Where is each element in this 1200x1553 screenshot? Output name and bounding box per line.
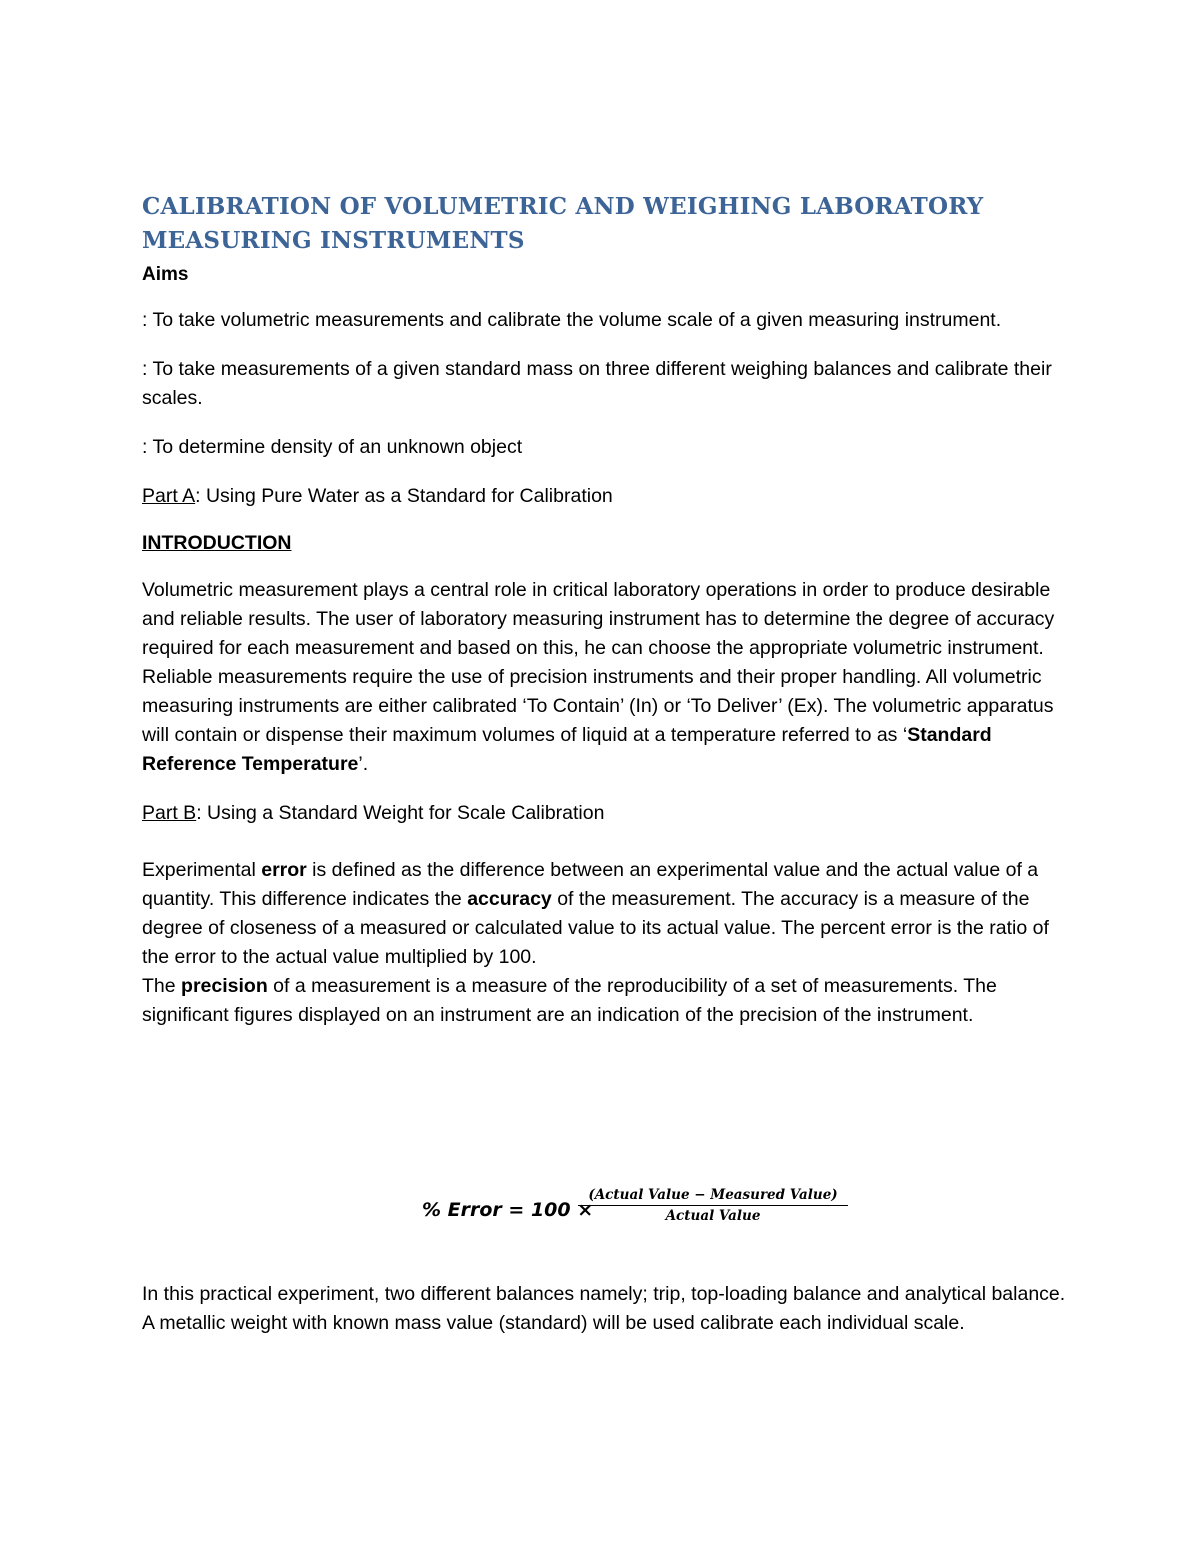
precision-paragraph <box>142 972 1072 1030</box>
introduction-heading-text: INTRODUCTION <box>142 532 292 554</box>
aim-1: : To take volumetric measurements and calibrate the volume scale of a given measuring instrument. <box>142 309 1002 331</box>
precision-term: precision <box>181 975 268 997</box>
standard-reference-temperature: Standard Reference Temperature <box>142 724 992 775</box>
part-a-heading <box>142 482 1072 511</box>
aim-3: : To determine density of an unknown object <box>142 436 523 458</box>
precision-text-1: The <box>142 975 182 997</box>
part-b-label: Part B <box>142 802 197 824</box>
error-text-1: Experimental <box>142 859 262 881</box>
title-line-1: CALIBRATION OF VOLUMETRIC AND WEIGHING LABORATORY <box>142 193 984 220</box>
accuracy-term: accuracy <box>467 888 552 910</box>
error-text-2: is defined as the difference between an experimental value and the actual value of a quantity. This difference indicates the <box>142 859 1039 910</box>
error-text-3: of the measurement. The accuracy is a measure of the degree of closeness of a measured or calculated value to its actual value. The percent error is the ratio of the error to the actual value multiplied by 100. <box>142 888 1049 968</box>
part-a-label: Part A <box>142 485 196 507</box>
closing-section <box>142 1280 1072 1338</box>
document-body <box>142 190 1072 1030</box>
formula-denominator: Actual Value <box>665 1208 761 1224</box>
document-title <box>142 190 1072 258</box>
error-paragraph <box>142 856 1072 972</box>
formula-numerator: (Actual Value − Measured Value) <box>578 1187 848 1206</box>
aims-heading: Aims <box>142 264 189 285</box>
introduction-heading <box>142 529 1072 558</box>
introduction-body-end: ’. <box>358 753 369 775</box>
introduction-body: Volumetric measurement plays a central role in critical laboratory operations in order to produce desirable and reliable results. The user of laboratory measuring instrument has to determine the degree of accuracy required for each measurement and based on this, he can choose the appropriate volumetric instrument. Reliable measurements require the use of precision instruments and their proper handling. All volumetric measuring instruments are either calibrated ‘To Contain’ (In) or ‘To Deliver’ (Ex). The volumetric apparatus will contain or dispense their maximum volumes of liquid at a temperature referred to as ‘ <box>142 579 1055 746</box>
percent-error-formula <box>420 1187 860 1237</box>
formula-lhs: % Error = 100 × <box>422 1199 594 1221</box>
part-a-text: : Using Pure Water as a Standard for Calibration <box>195 485 613 507</box>
closing-paragraph: In this practical experiment, two different balances namely; trip, top-loading balance and analytical balance. A metallic weight with known mass value (standard) will be used calibrate each individual scale. <box>142 1283 1066 1334</box>
precision-text-2: of a measurement is a measure of the reproducibility of a set of measurements. The significant figures displayed on an instrument are an indication of the precision of the instrument. <box>142 975 997 1026</box>
part-b-heading <box>142 799 1072 828</box>
introduction-paragraph <box>142 576 1072 779</box>
aim-2: : To take measurements of a given standard mass on three different weighing balances and calibrate their scales. <box>142 358 1052 409</box>
title-line-2: MEASURING INSTRUMENTS <box>142 227 525 254</box>
error-term: error <box>261 859 307 881</box>
part-b-text: : Using a Standard Weight for Scale Calibration <box>196 802 605 824</box>
formula-fraction <box>578 1187 848 1224</box>
